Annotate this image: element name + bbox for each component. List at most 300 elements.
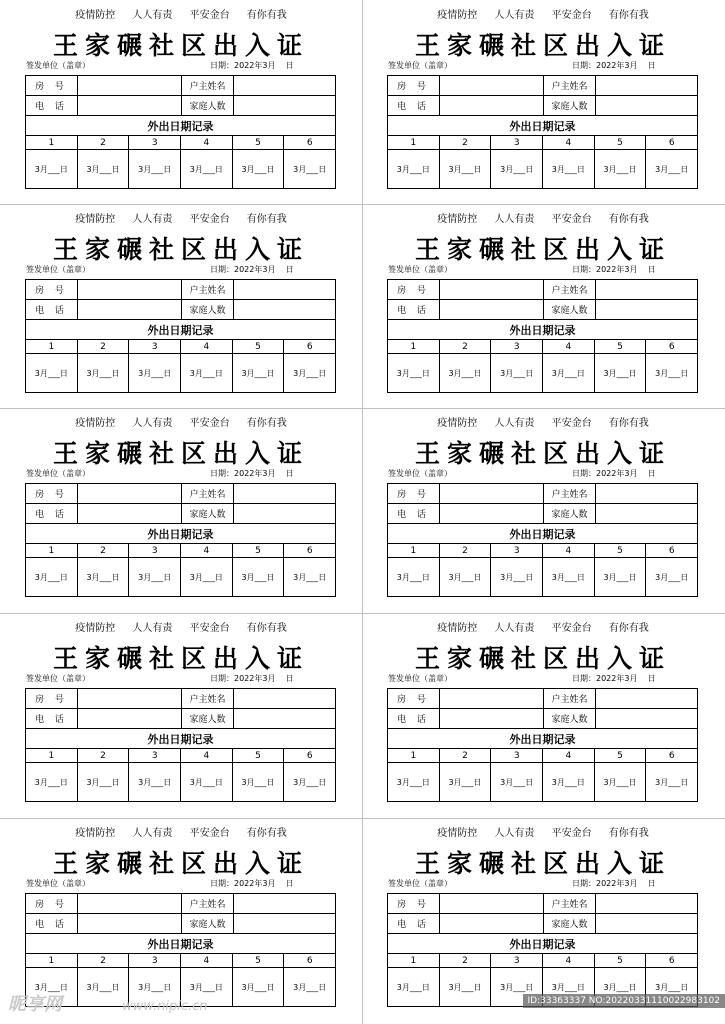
column-number: 4 bbox=[543, 954, 595, 967]
householder-field[interactable] bbox=[234, 484, 335, 503]
phone-field[interactable] bbox=[440, 914, 544, 933]
phone-field[interactable] bbox=[440, 709, 544, 728]
column-number: 6 bbox=[306, 545, 313, 556]
issuer-label: 签发单位（盖章） bbox=[26, 879, 90, 888]
record-title: 外出日期记录 bbox=[26, 116, 335, 136]
slogan: 人人有责 bbox=[132, 828, 173, 839]
date-cell[interactable]: 3月___日 bbox=[543, 150, 595, 188]
table-row bbox=[26, 504, 335, 524]
house-no-field[interactable] bbox=[78, 76, 182, 95]
family-count-label: 家庭人数 bbox=[544, 96, 596, 115]
table-row bbox=[26, 689, 335, 709]
householder-field[interactable] bbox=[234, 894, 335, 913]
column-number: 3 bbox=[491, 544, 543, 557]
phone-label: 电 话 bbox=[26, 914, 78, 933]
column-number: 5 bbox=[233, 954, 285, 967]
column-number: 4 bbox=[543, 749, 595, 762]
table-row bbox=[26, 136, 335, 150]
householder-label: 户主姓名 bbox=[544, 894, 596, 913]
column-number: 2 bbox=[440, 749, 492, 762]
date-cell[interactable]: 3月___日 bbox=[129, 968, 181, 1006]
family-count-label: 家庭人数 bbox=[544, 300, 596, 319]
phone-field[interactable] bbox=[440, 504, 544, 523]
house-no-field[interactable] bbox=[440, 76, 544, 95]
pass-title: 王家碾社区出入证 bbox=[52, 644, 309, 673]
family-count-label: 家庭人数 bbox=[544, 914, 596, 933]
slogan: 有你有我 bbox=[246, 623, 287, 634]
slogan: 人人有责 bbox=[494, 10, 535, 21]
slogan-line bbox=[362, 619, 724, 634]
date-cell[interactable]: 3月___日 bbox=[78, 558, 130, 596]
slogan: 疫情防控 bbox=[437, 828, 478, 839]
family-count-field[interactable] bbox=[234, 96, 335, 115]
date-cell[interactable]: 3月___日 bbox=[233, 968, 285, 1006]
house-no-field[interactable] bbox=[78, 280, 182, 299]
family-count-field[interactable] bbox=[596, 96, 697, 115]
phone-field[interactable] bbox=[78, 709, 182, 728]
date-cell[interactable]: 3月___日 bbox=[78, 354, 130, 392]
slogan: 人人有责 bbox=[132, 214, 173, 225]
slogan-line bbox=[362, 414, 724, 429]
issue-date: 日期：2022年3月 日 bbox=[210, 265, 294, 274]
date-cell[interactable]: 3月___日 bbox=[129, 354, 181, 392]
date-cell[interactable]: 3月___日 bbox=[293, 164, 327, 174]
family-count-label: 家庭人数 bbox=[544, 709, 596, 728]
date-cell[interactable]: 3月___日 bbox=[595, 150, 647, 188]
table-row bbox=[388, 894, 697, 914]
column-number: 3 bbox=[491, 749, 543, 762]
house-no-field[interactable] bbox=[440, 894, 544, 913]
column-number: 6 bbox=[668, 750, 675, 761]
pass-table bbox=[25, 75, 336, 189]
date-cell[interactable]: 3月___日 bbox=[293, 572, 327, 582]
slogan: 疫情防控 bbox=[437, 418, 478, 429]
slogan: 平安金台 bbox=[189, 10, 230, 21]
phone-label: 电 话 bbox=[388, 709, 440, 728]
column-number: 2 bbox=[78, 749, 130, 762]
date-cell[interactable]: 3月___日 bbox=[181, 354, 233, 392]
table-row bbox=[26, 354, 335, 392]
date-cell[interactable]: 3月___日 bbox=[543, 968, 595, 1006]
table-row bbox=[388, 136, 697, 150]
date-cell[interactable]: 3月___日 bbox=[233, 763, 285, 801]
pass-title: 王家碾社区出入证 bbox=[52, 235, 309, 264]
slogan: 人人有责 bbox=[494, 623, 535, 634]
date-cell[interactable]: 3月___日 bbox=[655, 164, 689, 174]
date-cell[interactable]: 3月___日 bbox=[543, 354, 595, 392]
issuer-label: 签发单位（盖章） bbox=[26, 674, 90, 683]
record-title: 外出日期记录 bbox=[388, 934, 697, 954]
family-count-label: 家庭人数 bbox=[182, 504, 234, 523]
date-cell[interactable]: 3月___日 bbox=[595, 763, 647, 801]
date-cell[interactable]: 3月___日 bbox=[26, 968, 78, 1006]
house-no-label: 房 号 bbox=[388, 76, 440, 95]
table-row bbox=[26, 894, 335, 914]
slogan-line bbox=[362, 210, 724, 225]
column-number: 4 bbox=[181, 340, 233, 353]
date-cell[interactable]: 3月___日 bbox=[233, 558, 285, 596]
slogan: 平安金台 bbox=[189, 623, 230, 634]
column-number: 1 bbox=[388, 136, 440, 149]
pass-title: 王家碾社区出入证 bbox=[414, 235, 671, 264]
table-row bbox=[26, 150, 335, 188]
slogan: 平安金台 bbox=[189, 418, 230, 429]
date-cell[interactable]: 3月___日 bbox=[655, 572, 689, 582]
column-number: 3 bbox=[129, 136, 181, 149]
watermark-url: www.nipic.cn bbox=[122, 999, 208, 1014]
table-row bbox=[388, 914, 697, 934]
date-cell[interactable]: 3月___日 bbox=[293, 982, 327, 992]
householder-field[interactable] bbox=[596, 484, 697, 503]
family-count-label: 家庭人数 bbox=[182, 96, 234, 115]
householder-label: 户主姓名 bbox=[182, 689, 234, 708]
column-number: 5 bbox=[233, 340, 285, 353]
issue-date: 日期：2022年3月 日 bbox=[572, 265, 656, 274]
column-number: 6 bbox=[668, 341, 675, 352]
slogan: 平安金台 bbox=[551, 214, 592, 225]
access-pass-card bbox=[0, 613, 362, 817]
issuer-label: 签发单位（盖章） bbox=[388, 469, 452, 478]
date-cell[interactable]: 3月___日 bbox=[181, 763, 233, 801]
slogan: 疫情防控 bbox=[437, 10, 478, 21]
issuer-label: 签发单位（盖章） bbox=[388, 674, 452, 683]
table-row bbox=[26, 76, 335, 96]
pass-title: 王家碾社区出入证 bbox=[52, 31, 309, 60]
watermark-logo: 昵享网 bbox=[8, 994, 62, 1015]
column-number: 3 bbox=[491, 954, 543, 967]
family-count-field[interactable] bbox=[596, 300, 697, 319]
column-number: 3 bbox=[129, 954, 181, 967]
date-cell[interactable]: 3月___日 bbox=[388, 354, 440, 392]
pass-table bbox=[25, 483, 336, 597]
table-row bbox=[388, 689, 697, 709]
family-count-field[interactable] bbox=[596, 504, 697, 523]
date-cell[interactable]: 3月___日 bbox=[655, 982, 689, 992]
column-number: 5 bbox=[233, 544, 285, 557]
table-row bbox=[388, 484, 697, 504]
date-cell[interactable]: 3月___日 bbox=[129, 558, 181, 596]
date-cell[interactable]: 3月___日 bbox=[78, 968, 130, 1006]
table-row bbox=[388, 954, 697, 968]
slogan: 有你有我 bbox=[246, 214, 287, 225]
slogan: 有你有我 bbox=[246, 828, 287, 839]
date-cell[interactable]: 3月___日 bbox=[440, 968, 492, 1006]
slogan: 有你有我 bbox=[608, 418, 649, 429]
column-number: 4 bbox=[543, 136, 595, 149]
house-no-label: 房 号 bbox=[26, 280, 78, 299]
column-number: 5 bbox=[595, 954, 647, 967]
issuer-label: 签发单位（盖章） bbox=[26, 61, 90, 70]
column-number: 5 bbox=[233, 749, 285, 762]
issuer-label: 签发单位（盖章） bbox=[388, 265, 452, 274]
column-number: 1 bbox=[26, 544, 78, 557]
slogan: 人人有责 bbox=[494, 418, 535, 429]
table-row bbox=[388, 150, 697, 188]
access-pass-card bbox=[362, 408, 724, 612]
house-no-field[interactable] bbox=[440, 484, 544, 503]
date-cell[interactable]: 3月___日 bbox=[388, 968, 440, 1006]
house-no-label: 房 号 bbox=[388, 484, 440, 503]
column-number: 1 bbox=[388, 954, 440, 967]
date-cell[interactable]: 3月___日 bbox=[543, 763, 595, 801]
table-row bbox=[26, 749, 335, 763]
table-row bbox=[26, 300, 335, 320]
phone-field[interactable] bbox=[78, 300, 182, 319]
issuer-label: 签发单位（盖章） bbox=[388, 61, 452, 70]
date-cell[interactable]: 3月___日 bbox=[181, 558, 233, 596]
family-count-field[interactable] bbox=[234, 914, 335, 933]
date-cell[interactable]: 3月___日 bbox=[595, 558, 647, 596]
pass-title: 王家碾社区出入证 bbox=[52, 849, 309, 878]
issuer-label: 签发单位（盖章） bbox=[26, 265, 90, 274]
issue-date: 日期：2022年3月 日 bbox=[572, 61, 656, 70]
slogan: 有你有我 bbox=[608, 214, 649, 225]
family-count-label: 家庭人数 bbox=[182, 914, 234, 933]
householder-label: 户主姓名 bbox=[544, 484, 596, 503]
phone-field[interactable] bbox=[78, 504, 182, 523]
householder-label: 户主姓名 bbox=[182, 484, 234, 503]
date-cell[interactable]: 3月___日 bbox=[78, 763, 130, 801]
table-row bbox=[26, 914, 335, 934]
phone-label: 电 话 bbox=[26, 300, 78, 319]
slogan: 人人有责 bbox=[132, 623, 173, 634]
phone-field[interactable] bbox=[440, 96, 544, 115]
date-cell[interactable]: 3月___日 bbox=[26, 763, 78, 801]
date-cell[interactable]: 3月___日 bbox=[440, 354, 492, 392]
date-cell[interactable]: 3月___日 bbox=[26, 558, 78, 596]
column-number: 4 bbox=[181, 544, 233, 557]
slogan-line bbox=[0, 6, 362, 21]
table-row bbox=[388, 709, 697, 729]
pass-table bbox=[387, 893, 698, 1007]
column-number: 2 bbox=[440, 340, 492, 353]
column-number: 1 bbox=[388, 340, 440, 353]
record-title: 外出日期记录 bbox=[26, 729, 335, 749]
access-pass-card bbox=[362, 0, 724, 204]
column-number: 1 bbox=[388, 749, 440, 762]
family-count-field[interactable] bbox=[234, 709, 335, 728]
pass-table bbox=[387, 688, 698, 802]
date-cell[interactable]: 3月___日 bbox=[491, 150, 543, 188]
date-cell[interactable]: 3月___日 bbox=[655, 368, 689, 378]
table-row bbox=[26, 484, 335, 504]
householder-field[interactable] bbox=[596, 280, 697, 299]
date-cell[interactable]: 3月___日 bbox=[129, 763, 181, 801]
date-cell[interactable]: 3月___日 bbox=[293, 368, 327, 378]
slogan: 人人有责 bbox=[132, 10, 173, 21]
column-number: 6 bbox=[306, 341, 313, 352]
slogan: 有你有我 bbox=[246, 10, 287, 21]
date-cell[interactable]: 3月___日 bbox=[388, 763, 440, 801]
column-number: 3 bbox=[129, 749, 181, 762]
date-cell[interactable]: 3月___日 bbox=[233, 150, 285, 188]
access-pass-card bbox=[362, 613, 724, 817]
date-cell[interactable]: 3月___日 bbox=[655, 777, 689, 787]
date-cell[interactable]: 3月___日 bbox=[491, 763, 543, 801]
householder-field[interactable] bbox=[596, 894, 697, 913]
issue-date: 日期：2022年3月 日 bbox=[572, 879, 656, 888]
date-cell[interactable]: 3月___日 bbox=[233, 354, 285, 392]
pass-table bbox=[25, 893, 336, 1007]
house-no-label: 房 号 bbox=[388, 689, 440, 708]
column-number: 5 bbox=[595, 544, 647, 557]
phone-label: 电 话 bbox=[388, 300, 440, 319]
table-row bbox=[388, 763, 697, 801]
slogan-line bbox=[362, 6, 724, 21]
householder-field[interactable] bbox=[596, 689, 697, 708]
slogan: 疫情防控 bbox=[75, 418, 116, 429]
date-cell[interactable]: 3月___日 bbox=[543, 558, 595, 596]
family-count-field[interactable] bbox=[596, 914, 697, 933]
issue-date: 日期：2022年3月 日 bbox=[210, 879, 294, 888]
column-number: 1 bbox=[26, 340, 78, 353]
slogan: 有你有我 bbox=[608, 10, 649, 21]
slogan: 平安金台 bbox=[189, 828, 230, 839]
phone-label: 电 话 bbox=[388, 96, 440, 115]
house-no-field[interactable] bbox=[78, 894, 182, 913]
table-row bbox=[26, 558, 335, 596]
phone-field[interactable] bbox=[78, 96, 182, 115]
column-number: 3 bbox=[129, 340, 181, 353]
date-cell[interactable]: 3月___日 bbox=[78, 150, 130, 188]
column-number: 6 bbox=[306, 750, 313, 761]
slogan: 有你有我 bbox=[608, 623, 649, 634]
house-no-label: 房 号 bbox=[26, 689, 78, 708]
slogan: 平安金台 bbox=[551, 623, 592, 634]
date-cell[interactable]: 3月___日 bbox=[491, 968, 543, 1006]
family-count-label: 家庭人数 bbox=[182, 709, 234, 728]
phone-label: 电 话 bbox=[26, 709, 78, 728]
column-number: 4 bbox=[181, 749, 233, 762]
family-count-field[interactable] bbox=[234, 504, 335, 523]
date-cell[interactable]: 3月___日 bbox=[26, 354, 78, 392]
column-number: 1 bbox=[26, 954, 78, 967]
date-cell[interactable]: 3月___日 bbox=[388, 558, 440, 596]
date-cell[interactable]: 3月___日 bbox=[181, 150, 233, 188]
slogan: 平安金台 bbox=[551, 10, 592, 21]
access-pass-card bbox=[0, 204, 362, 408]
slogan: 平安金台 bbox=[551, 828, 592, 839]
column-number: 4 bbox=[181, 136, 233, 149]
slogan: 疫情防控 bbox=[75, 828, 116, 839]
pass-table bbox=[387, 483, 698, 597]
pass-title: 王家碾社区出入证 bbox=[414, 849, 671, 878]
house-no-label: 房 号 bbox=[388, 280, 440, 299]
access-pass-card bbox=[0, 0, 362, 204]
column-number: 6 bbox=[668, 137, 675, 148]
column-number: 4 bbox=[543, 544, 595, 557]
slogan-line bbox=[0, 210, 362, 225]
column-number: 2 bbox=[78, 136, 130, 149]
pass-title: 王家碾社区出入证 bbox=[52, 439, 309, 468]
table-row bbox=[26, 340, 335, 354]
householder-label: 户主姓名 bbox=[544, 76, 596, 95]
phone-field[interactable] bbox=[440, 300, 544, 319]
date-cell[interactable]: 3月___日 bbox=[129, 150, 181, 188]
column-number: 2 bbox=[440, 544, 492, 557]
column-number: 3 bbox=[491, 136, 543, 149]
family-count-field[interactable] bbox=[234, 300, 335, 319]
issue-date: 日期：2022年3月 日 bbox=[572, 674, 656, 683]
pass-table bbox=[387, 75, 698, 189]
date-cell[interactable]: 3月___日 bbox=[491, 558, 543, 596]
column-number: 3 bbox=[129, 544, 181, 557]
house-no-field[interactable] bbox=[440, 689, 544, 708]
table-row bbox=[388, 96, 697, 116]
householder-field[interactable] bbox=[234, 689, 335, 708]
date-cell[interactable]: 3月___日 bbox=[293, 777, 327, 787]
family-count-field[interactable] bbox=[596, 709, 697, 728]
house-no-field[interactable] bbox=[78, 484, 182, 503]
slogan: 有你有我 bbox=[608, 828, 649, 839]
column-number: 5 bbox=[233, 136, 285, 149]
record-title: 外出日期记录 bbox=[388, 729, 697, 749]
date-cell[interactable]: 3月___日 bbox=[388, 150, 440, 188]
column-number: 6 bbox=[306, 955, 313, 966]
date-cell[interactable]: 3月___日 bbox=[440, 150, 492, 188]
issue-date: 日期：2022年3月 日 bbox=[210, 674, 294, 683]
table-row bbox=[388, 354, 697, 392]
table-row bbox=[26, 954, 335, 968]
pass-table bbox=[387, 279, 698, 393]
slogan-line bbox=[0, 619, 362, 634]
householder-field[interactable] bbox=[234, 280, 335, 299]
pass-title: 王家碾社区出入证 bbox=[414, 644, 671, 673]
column-number: 1 bbox=[26, 749, 78, 762]
date-cell[interactable]: 3月___日 bbox=[595, 354, 647, 392]
column-number: 6 bbox=[306, 137, 313, 148]
householder-field[interactable] bbox=[596, 76, 697, 95]
record-title: 外出日期记录 bbox=[26, 934, 335, 954]
date-cell[interactable]: 3月___日 bbox=[440, 763, 492, 801]
date-cell[interactable]: 3月___日 bbox=[181, 968, 233, 1006]
table-row bbox=[388, 280, 697, 300]
record-title: 外出日期记录 bbox=[388, 320, 697, 340]
slogan: 人人有责 bbox=[132, 418, 173, 429]
table-row bbox=[388, 544, 697, 558]
date-cell[interactable]: 3月___日 bbox=[26, 150, 78, 188]
date-cell[interactable]: 3月___日 bbox=[440, 558, 492, 596]
house-no-label: 房 号 bbox=[388, 894, 440, 913]
slogan: 人人有责 bbox=[494, 214, 535, 225]
date-cell[interactable]: 3月___日 bbox=[595, 968, 647, 1006]
table-row bbox=[26, 763, 335, 801]
slogan: 疫情防控 bbox=[75, 214, 116, 225]
table-row bbox=[388, 749, 697, 763]
issue-date: 日期：2022年3月 日 bbox=[210, 61, 294, 70]
house-no-field[interactable] bbox=[78, 689, 182, 708]
record-title: 外出日期记录 bbox=[388, 116, 697, 136]
record-title: 外出日期记录 bbox=[26, 320, 335, 340]
phone-label: 电 话 bbox=[26, 96, 78, 115]
house-no-field[interactable] bbox=[440, 280, 544, 299]
phone-field[interactable] bbox=[78, 914, 182, 933]
column-number: 2 bbox=[440, 954, 492, 967]
column-number: 2 bbox=[440, 136, 492, 149]
pass-table bbox=[25, 688, 336, 802]
column-number: 5 bbox=[595, 136, 647, 149]
householder-label: 户主姓名 bbox=[544, 689, 596, 708]
table-row bbox=[26, 280, 335, 300]
issuer-label: 签发单位（盖章） bbox=[26, 469, 90, 478]
column-number: 4 bbox=[543, 340, 595, 353]
householder-field[interactable] bbox=[234, 76, 335, 95]
column-number: 2 bbox=[78, 340, 130, 353]
slogan: 平安金台 bbox=[189, 214, 230, 225]
house-no-label: 房 号 bbox=[26, 76, 78, 95]
column-number: 1 bbox=[388, 544, 440, 557]
date-cell[interactable]: 3月___日 bbox=[491, 354, 543, 392]
